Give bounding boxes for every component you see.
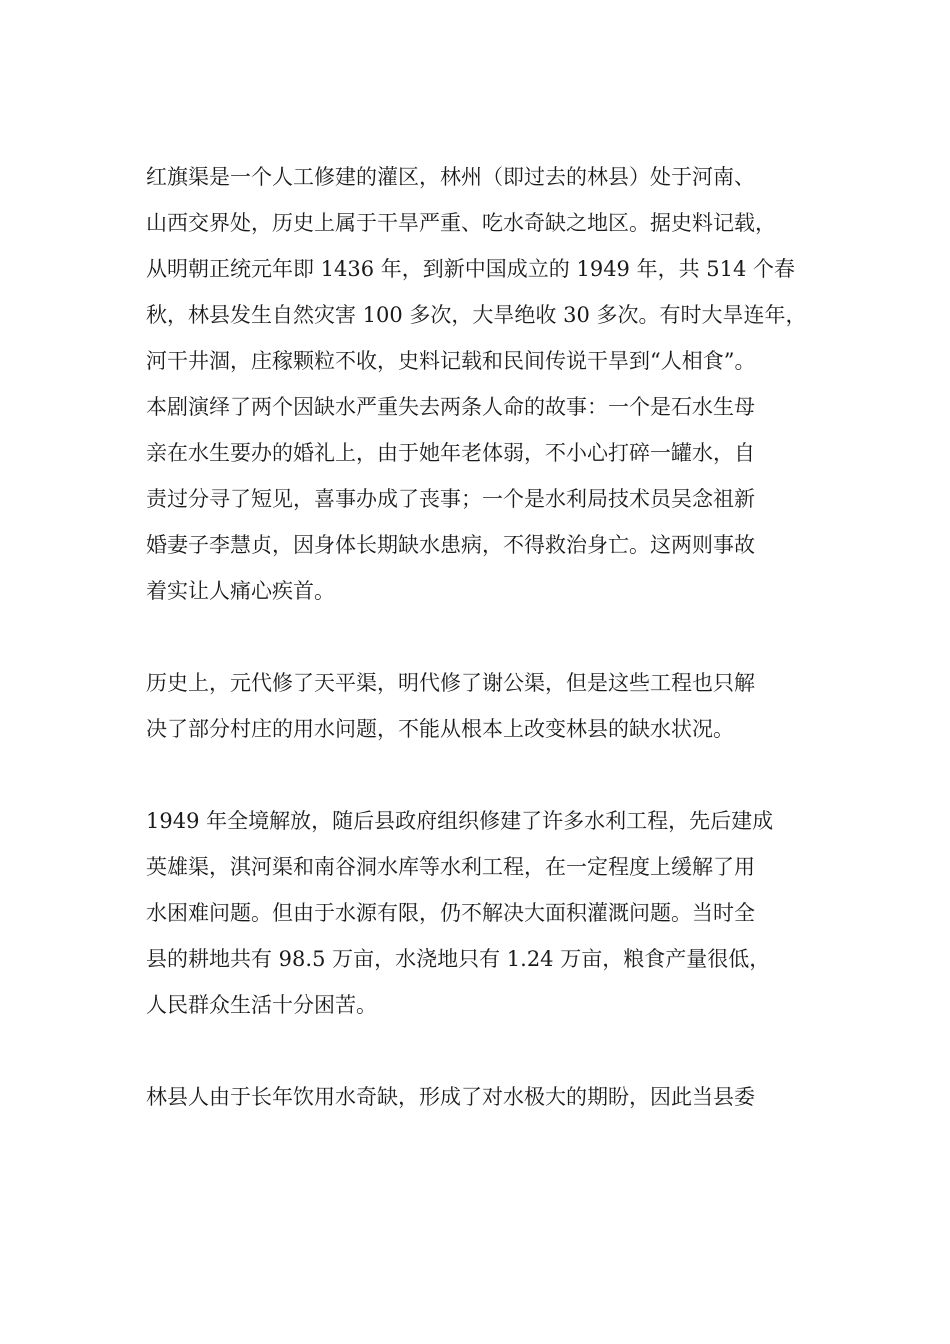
paragraph-1: [146, 154, 826, 614]
text-line: 决了部分村庄的用水问题，不能从根本上改变林县的缺水状况。: [146, 717, 734, 741]
text-line: 河干井涸，庄稼颗粒不收，史料记载和民间传说干旱到“人相食”。: [146, 349, 756, 373]
text-line: 从明朝正统元年即 1436 年，到新中国成立的 1949 年，共 514 个春: [146, 257, 796, 281]
text-line: 英雄渠，淇河渠和南谷洞水库等水利工程，在一定程度上缓解了用: [146, 855, 755, 879]
text-line: 亲在水生要办的婚礼上，由于她年老体弱，不小心打碎一罐水，自: [146, 441, 755, 465]
paragraph-spacer: [146, 614, 826, 660]
text-line: 着实让人痛心疾首。: [146, 579, 335, 603]
text-line: 林县人由于长年饮用水奇缺，形成了对水极大的期盼，因此当县委: [146, 1085, 755, 1109]
paragraph-4: [146, 1074, 826, 1120]
paragraph-spacer: [146, 752, 826, 798]
text-line: 县的耕地共有 98.5 万亩，水浇地只有 1.24 万亩，粮食产量很低，: [146, 947, 771, 971]
text-line: 水困难问题。但由于水源有限，仍不解决大面积灌溉问题。当时全: [146, 901, 755, 925]
paragraph-2: [146, 660, 826, 752]
text-line: 秋，林县发生自然灾害 100 多次，大旱绝收 30 多次。有时大旱连年，: [146, 303, 807, 327]
text-line: 婚妻子李慧贞，因身体长期缺水患病，不得救治身亡。这两则事故: [146, 533, 755, 557]
text-line: 历史上，元代修了天平渠，明代修了谢公渠，但是这些工程也只解: [146, 671, 755, 695]
text-line: 山西交界处，历史上属于干旱严重、吃水奇缺之地区。据史料记载，: [146, 211, 776, 235]
text-line: 1949 年全境解放，随后县政府组织修建了许多水利工程，先后建成: [146, 809, 774, 833]
paragraph-spacer: [146, 1028, 826, 1074]
paragraph-3: [146, 798, 826, 1028]
document-body: [146, 154, 826, 1120]
text-line: 人民群众生活十分困苦。: [146, 993, 377, 1017]
text-line: 责过分寻了短见，喜事办成了丧事；一个是水利局技术员吴念祖新: [146, 487, 755, 511]
text-line: 红旗渠是一个人工修建的灌区，林州（即过去的林县）处于河南、: [146, 165, 755, 189]
text-line: 本剧演绎了两个因缺水严重失去两条人命的故事：一个是石水生母: [146, 395, 755, 419]
